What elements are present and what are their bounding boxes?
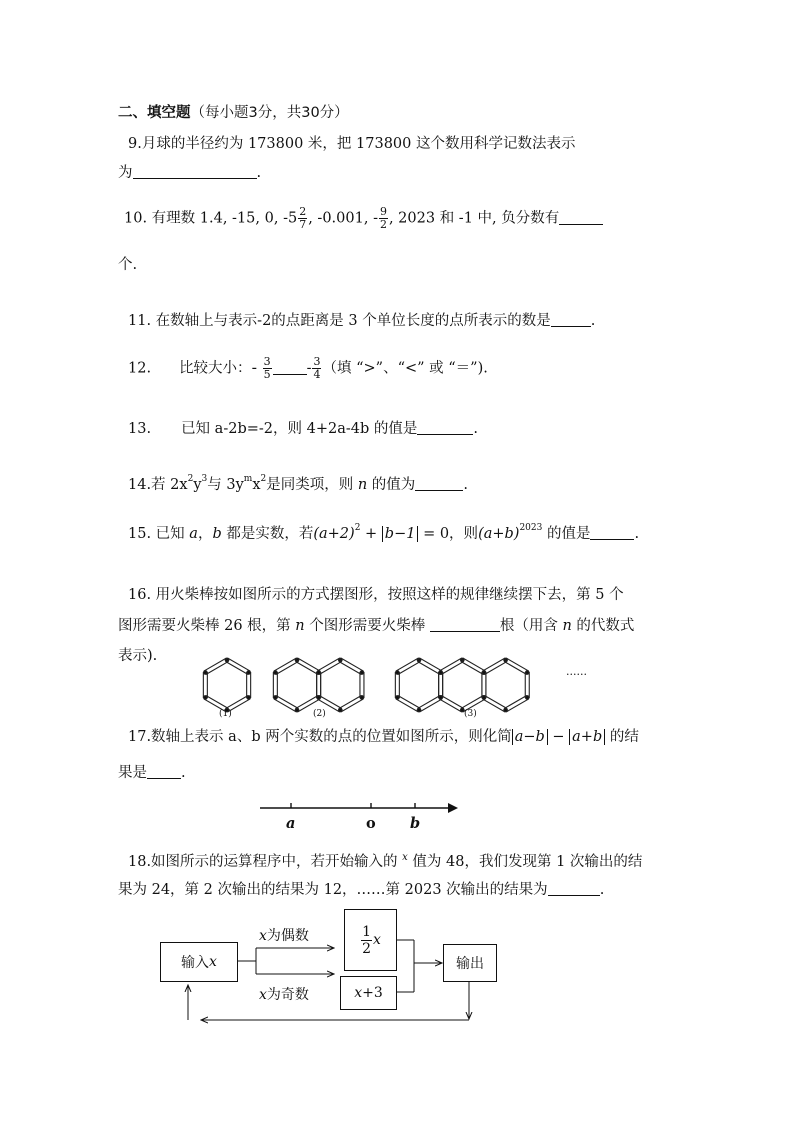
q12-label: 比较大小： [179, 360, 252, 377]
figure-caption-1: (1) [219, 709, 232, 719]
flow-plus3-text: +3 [362, 985, 383, 1001]
q15-plus: + [360, 526, 382, 542]
figure-caption-2: (2) [313, 709, 326, 719]
q10-neg-sign: - [373, 210, 378, 227]
q12-number: 12. [128, 360, 152, 377]
q16-line2a: 图形需要火柴棒 26 根，第 [118, 618, 296, 634]
q14-d: x [252, 477, 261, 493]
q17-abs1: a−b [512, 729, 548, 745]
q12-fraction-a: $\frac{3}{5}$ [263, 355, 271, 381]
q16-var-2: n [562, 618, 572, 634]
q14-b-sup: 3 [201, 474, 208, 484]
q15-exp2: 2023 [519, 523, 543, 533]
q13-number: 13. [128, 421, 152, 437]
q11-text: 11. 在数轴上与表示-2的点距离是 3 个单位长度的点所表示的数是 [128, 313, 551, 329]
q14-d-sup: 2 [260, 474, 267, 484]
flow-output-label: 输出 [456, 956, 484, 972]
q16-line3: 表示). [118, 648, 158, 664]
section-title: 二、填空题 [118, 105, 191, 121]
q17-lead: 17.数轴上表示 a、b 两个实数的点的位置如图所示，则化简 [128, 729, 512, 745]
q17-minus: − [547, 729, 570, 745]
q10-line2: 个. [118, 257, 138, 273]
flow-even-text: 为偶数 [266, 928, 309, 944]
q14-e: 是同类项，则 [266, 477, 358, 493]
q9-line1: 9.月球的半径约为 173800 米，把 173800 这个数用科学记数法表示 [128, 136, 576, 152]
q15-lead: 15. 已知 [128, 526, 190, 542]
q16-line1: 16. 用火柴棒按如图所示的方式摆图形，按照这样的规律继续摆下去，第 5 个 [128, 587, 624, 603]
q14-suffix: . [463, 477, 468, 493]
figure-caption-3: (3) [464, 709, 477, 719]
q14-c: 与 3y [207, 477, 244, 493]
q14-a-sup: 2 [187, 474, 194, 484]
flow-plus3-var: x [354, 985, 363, 1001]
q12-b-sign: - [306, 360, 312, 377]
q15-expr1: (a+2) [313, 526, 355, 542]
q15-abs: b−1 [382, 526, 419, 542]
flow-even-var: x [259, 928, 267, 944]
q13-text: 已知 a-2b=-2，则 4+2a-4b 的值是 [181, 421, 418, 437]
q18-line2-text: 果为 24，第 2 次输出的结果为 12，……第 2023 次输出的结果为 [118, 882, 548, 898]
q12-tail: （填 “>”、“<” 或 “＝”). [322, 360, 488, 377]
q15-eq: = 0，则 [418, 526, 479, 542]
q11-suffix: . [590, 313, 596, 329]
q10-fraction-9-2: $\frac{9}{2}$ [379, 205, 387, 231]
q14-c-sup: m [243, 474, 253, 484]
flow-odd-var: x [259, 987, 267, 1003]
figure-ellipsis: ...... [566, 665, 587, 678]
q12-fraction-b: $\frac{3}{4}$ [313, 355, 321, 381]
q15-expr2: (a+b) [478, 526, 520, 542]
q15-exp1: 2 [354, 523, 361, 533]
q10-tail: , 2023 和 -1 中, 负分数有 [388, 210, 560, 227]
q15-tail: 的值是 [542, 526, 591, 542]
q16-line2b: 个图形需要火柴棒 [304, 618, 430, 634]
q15-comma: ， [197, 526, 213, 542]
q10-mixed-whole: -5 [283, 210, 298, 227]
q17-tail: 的结 [605, 729, 639, 745]
q16-line2d: 的代数式 [571, 618, 635, 634]
flow-half-box [344, 909, 397, 971]
flow-plus3-box [340, 976, 397, 1010]
q15-b: b [212, 526, 222, 542]
q15-suffix: . [634, 526, 640, 542]
q17-suffix: . [181, 765, 186, 781]
flow-half-var: x [373, 932, 381, 948]
q16-line2c: 根（用含 [499, 618, 563, 634]
q15-mid: 都是实数，若 [221, 526, 314, 542]
q14-b: y [193, 477, 202, 493]
flow-odd-label [259, 984, 309, 1004]
axis-label-b: b [410, 815, 421, 832]
flow-input-label: 输入 [181, 955, 210, 971]
q15-a: a [189, 526, 198, 542]
q14-var: n [357, 477, 368, 493]
q18-suffix: . [599, 882, 605, 898]
flow-output-box [443, 944, 497, 982]
flow-input-var: x [209, 954, 217, 970]
q9-suffix: . [256, 165, 262, 181]
section-note: （每小题3分，共30分） [190, 105, 349, 121]
q16-var: n [295, 618, 305, 634]
q10-mid: , -0.001, [308, 210, 374, 227]
q18-line1a: 18.如图所示的运算程序中，若开始输入的 [128, 854, 403, 870]
flow-half-fraction: $\frac{1}{2}$ [362, 923, 371, 957]
q18-var: x [402, 852, 408, 863]
q18-line1b: 值为 48，我们发现第 1 次输出的结 [407, 854, 643, 870]
axis-label-o: o [366, 815, 376, 832]
q14-f: 的值为 [367, 477, 416, 493]
q9-prefix: 为 [118, 165, 133, 181]
flow-input-box [160, 942, 238, 982]
q14-a: 14.若 2x [128, 477, 188, 493]
q12-a-sign: - [251, 357, 257, 377]
q10-fraction-2-7: $\frac{2}{7}$ [299, 205, 307, 231]
q13-suffix: . [473, 421, 478, 437]
flow-odd-text: 为奇数 [266, 987, 309, 1003]
q17-line2-text: 果是 [118, 765, 147, 781]
flow-even-label [259, 925, 309, 945]
q10-lead: 10. 有理数 1.4, -15, 0, [124, 210, 284, 227]
q17-abs2: a+b [569, 729, 605, 745]
axis-label-a: a [286, 815, 296, 832]
